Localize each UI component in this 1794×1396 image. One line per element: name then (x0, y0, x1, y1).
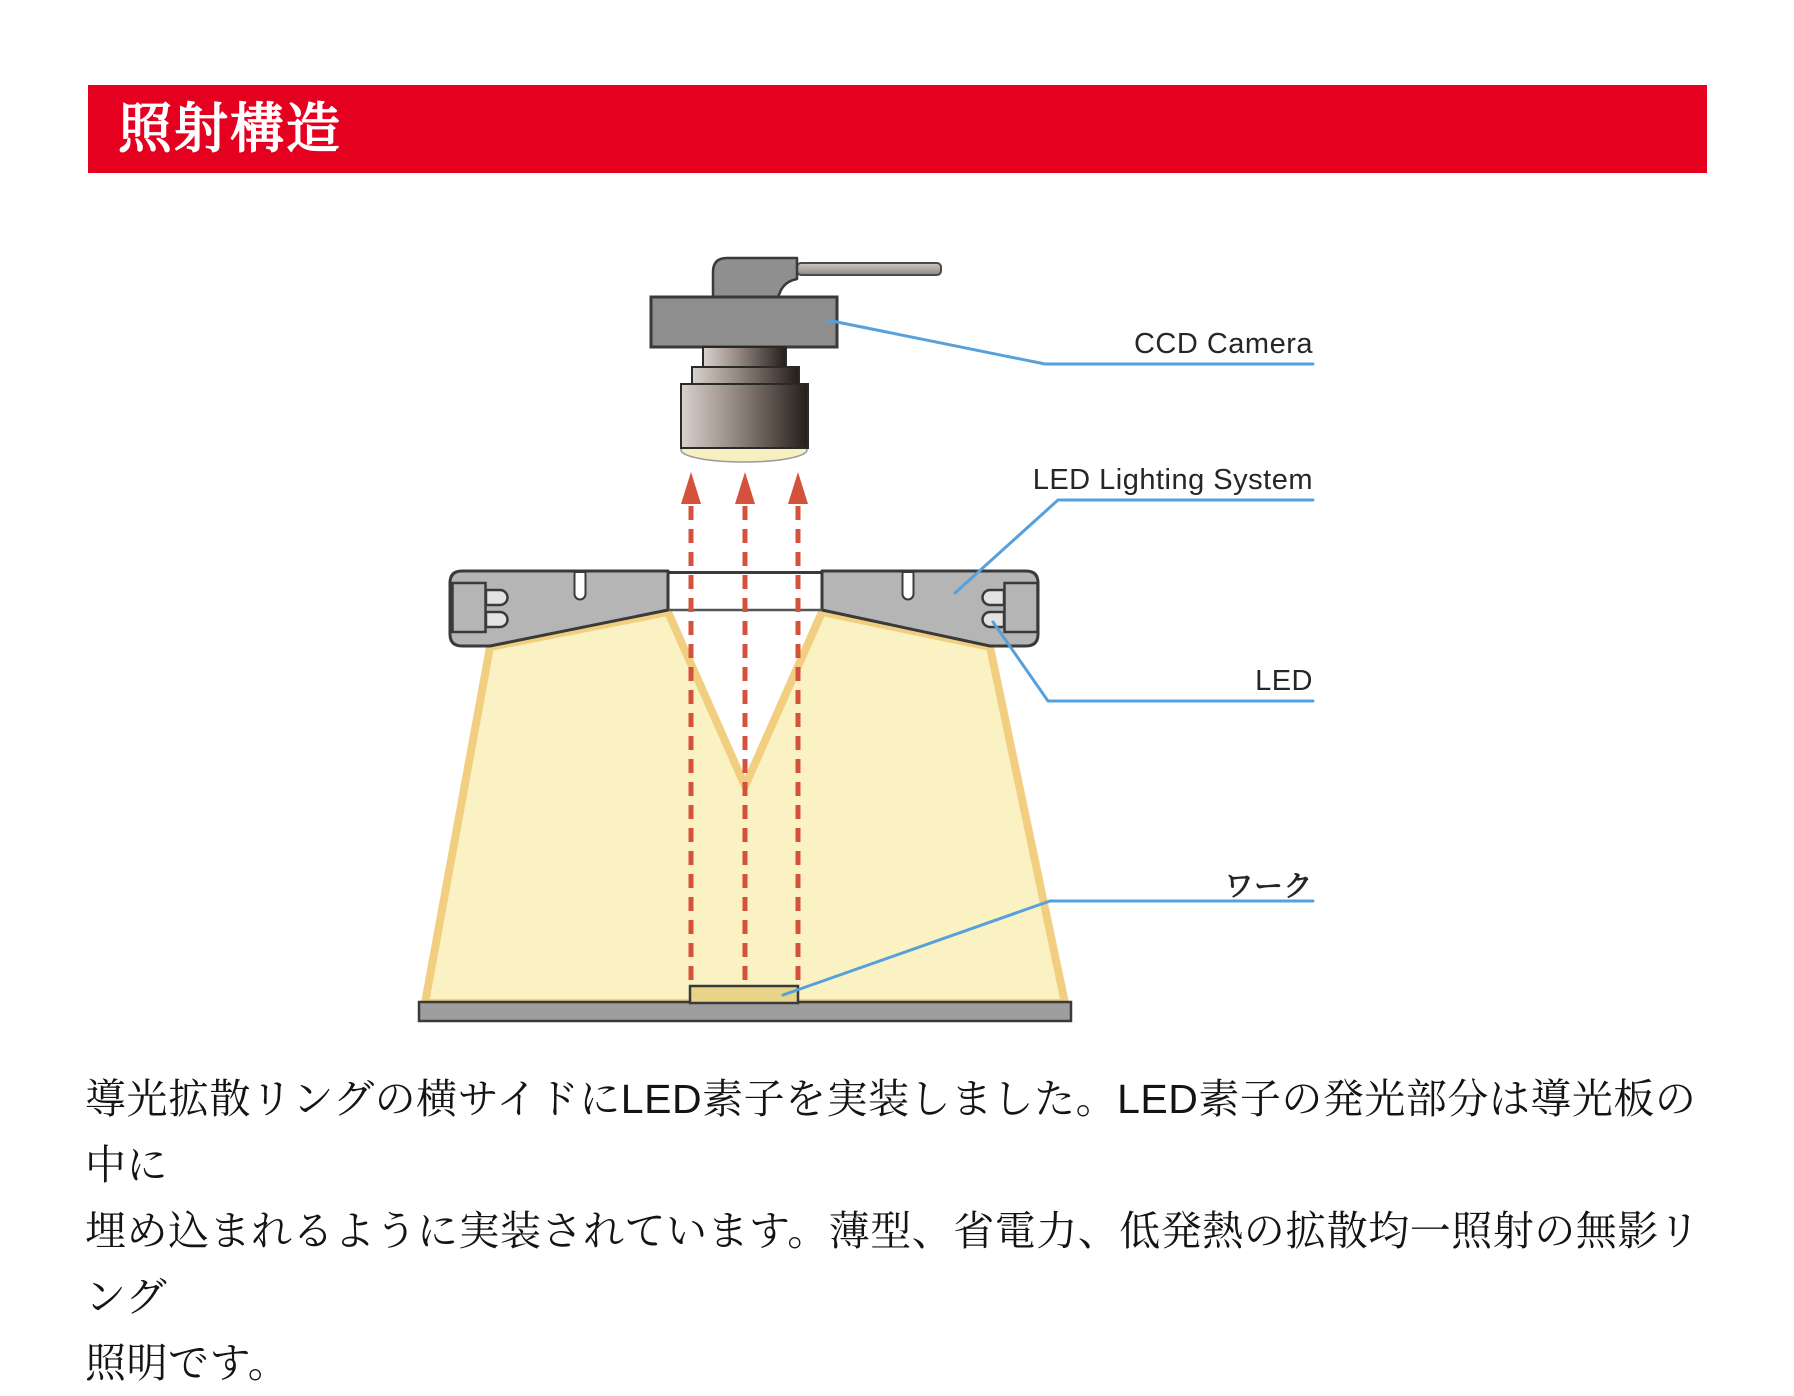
description-paragraph (85, 1066, 1725, 1396)
arrow-head-left (681, 472, 701, 504)
lens-step-1 (703, 347, 786, 367)
led-package-left (453, 583, 486, 632)
arrow-head-center (735, 472, 755, 504)
description-line-3: 照明です。 (85, 1340, 290, 1386)
label-led-lighting-system: LED Lighting System (1032, 464, 1313, 496)
lens-barrel (681, 384, 808, 448)
camera-connector (713, 258, 797, 297)
stage-plate (419, 1002, 1071, 1021)
led-chip-left-upper (486, 590, 508, 605)
camera-body (651, 297, 837, 347)
led-chip-left-lower (486, 612, 508, 627)
led-package-right (1005, 583, 1038, 632)
lens-step-2 (692, 367, 799, 384)
label-ccd-camera: CCD Camera (1133, 328, 1313, 360)
page-title: 照射構造 (118, 99, 342, 159)
description-line-1: 導光拡散リングの横サイドにLED素子を実装しました。LED素子の発光部分は導光板の中に (85, 1076, 1697, 1188)
label-workpiece: ワーク (1224, 871, 1313, 903)
screw-notch-left (575, 572, 586, 600)
arrow-head-right (788, 472, 808, 504)
screw-notch-right (903, 572, 914, 600)
led-chip-right-upper (983, 590, 1005, 605)
camera-cable (797, 263, 941, 275)
label-led: LED (1255, 665, 1313, 697)
description-line-2: 埋め込まれるように実装されています。薄型、省電力、低発熱の拡散均一照射の無影リング (85, 1208, 1701, 1320)
